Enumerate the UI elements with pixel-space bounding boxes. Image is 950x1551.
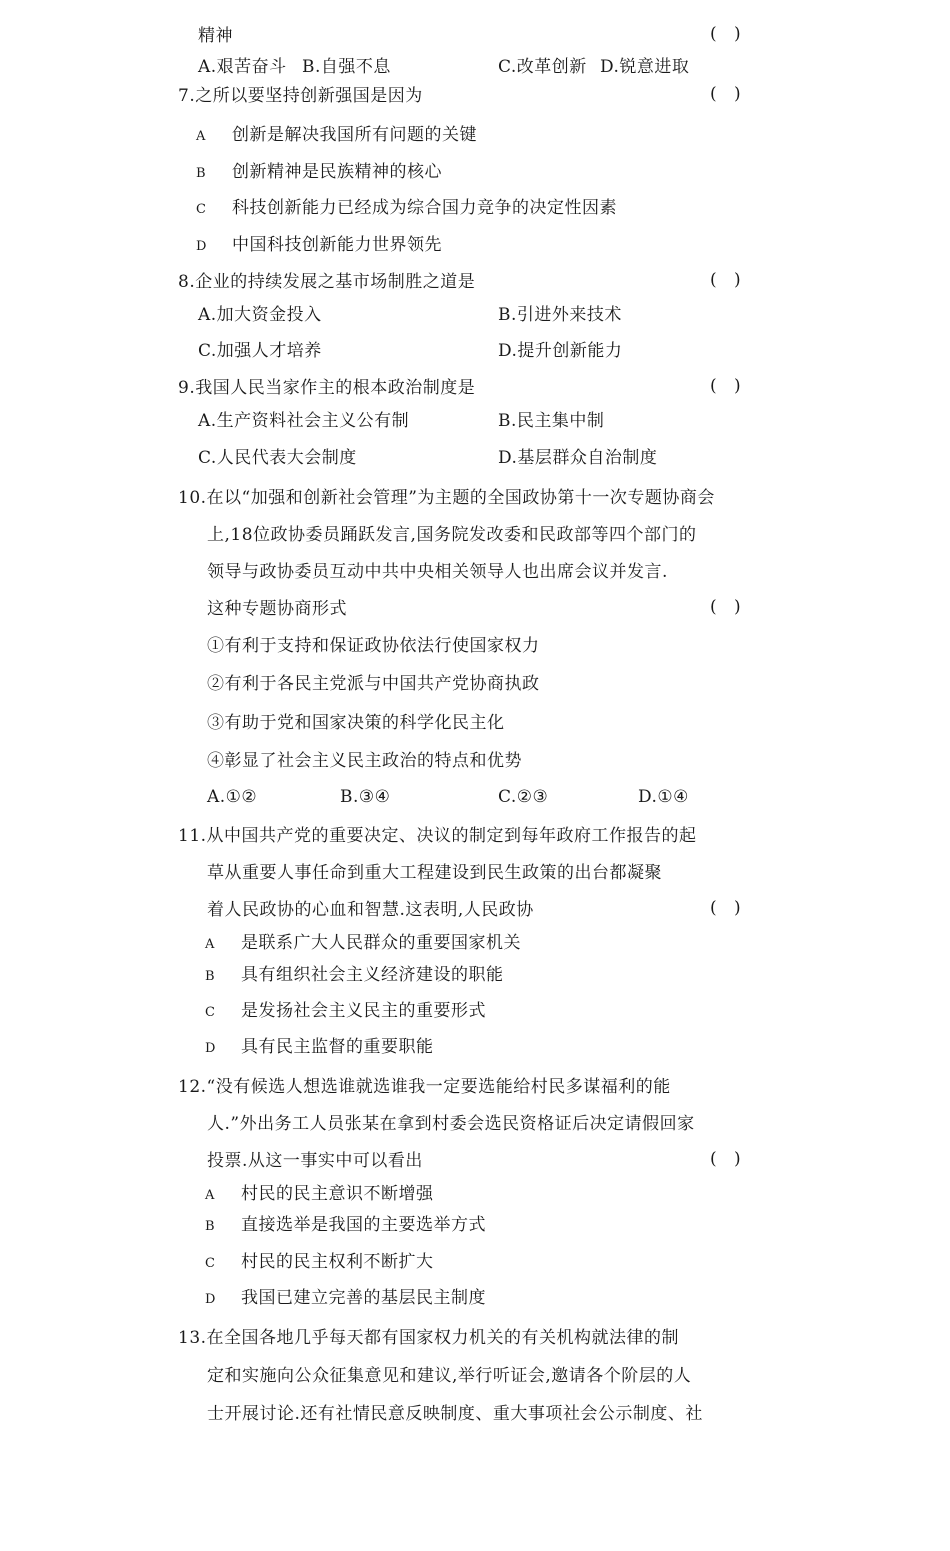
q9-option-d: D.基层群众自治制度 xyxy=(498,448,658,468)
q11-stem-line: 11.从中国共产党的重要决定、决议的制定到每年政府工作报告的起 xyxy=(178,826,697,846)
q12-option-b: B 直接选举是我国的主要选举方式 xyxy=(205,1215,486,1235)
q11-stem-line: 着人民政协的心血和智慧.这表明,人民政协 xyxy=(207,900,534,920)
q10-statement-4: ④彰显了社会主义民主政治的特点和优势 xyxy=(207,751,522,771)
q13-stem-line: 13.在全国各地几乎每天都有国家权力机关的有关机构就法律的制 xyxy=(178,1328,680,1348)
q12-stem-line: 投票.从这一事实中可以看出 xyxy=(207,1151,423,1171)
q6-answer-bracket: ( ) xyxy=(710,24,747,44)
q10-stem-line: 这种专题协商形式 xyxy=(207,599,347,619)
q10-option-a: A.①② xyxy=(207,787,258,807)
q13-stem-line: 士开展讨论.还有社情民意反映制度、重大事项社会公示制度、社 xyxy=(207,1404,703,1424)
q7-answer-bracket: ( ) xyxy=(710,84,747,104)
q12-option-d: D 我国已建立完善的基层民主制度 xyxy=(205,1288,486,1308)
q10-option-d: D.①④ xyxy=(638,787,689,807)
q7-option-b: B 创新精神是民族精神的核心 xyxy=(196,162,442,182)
q12-option-c: C 村民的民主权利不断扩大 xyxy=(205,1252,434,1272)
q9-option-a: A.生产资料社会主义公有制 xyxy=(198,411,410,431)
q12-option-a: A 村民的民主意识不断增强 xyxy=(205,1184,434,1204)
q10-statement-2: ②有利于各民主党派与中国共产党协商执政 xyxy=(207,674,540,694)
q10-stem-line: 10.在以“加强和创新社会管理”为主题的全国政协第十一次专题协商会 xyxy=(178,488,715,508)
q13-stem-line: 定和实施向公众征集意见和建议,举行听证会,邀请各个阶层的人 xyxy=(207,1366,692,1386)
q9-stem: 9.我国人民当家作主的根本政治制度是 xyxy=(178,378,476,398)
q11-option-a: A 是联系广大人民群众的重要国家机关 xyxy=(205,933,521,953)
q10-option-c: C.②③ xyxy=(498,787,549,807)
q10-statement-3: ③有助于党和国家决策的科学化民主化 xyxy=(207,713,505,733)
q6-stem-tail: 精神 xyxy=(198,26,233,46)
q10-answer-bracket: ( ) xyxy=(710,597,747,617)
q6-option-b: B.自强不息 xyxy=(302,57,391,77)
q9-answer-bracket: ( ) xyxy=(710,376,747,396)
q12-stem-line: 12.“没有候选人想选谁就选谁我一定要选能给村民多谋福利的能 xyxy=(178,1077,671,1097)
q7-option-d: D 中国科技创新能力世界领先 xyxy=(196,235,442,255)
q8-answer-bracket: ( ) xyxy=(710,270,747,290)
q8-option-d: D.提升创新能力 xyxy=(498,341,623,361)
q8-option-a: A.加大资金投入 xyxy=(198,305,322,325)
q11-stem-line: 草从重要人事任命到重大工程建设到民生政策的出台都凝聚 xyxy=(207,863,662,883)
q11-option-c: C 是发扬社会主义民主的重要形式 xyxy=(205,1001,486,1021)
q12-answer-bracket: ( ) xyxy=(710,1149,747,1169)
q10-option-b: B.③④ xyxy=(340,787,391,807)
q9-option-b: B.民主集中制 xyxy=(498,411,605,431)
q8-option-b: B.引进外来技术 xyxy=(498,305,622,325)
q11-answer-bracket: ( ) xyxy=(710,898,747,918)
q8-stem: 8.企业的持续发展之基市场制胜之道是 xyxy=(178,272,476,292)
q11-option-b: B 具有组织社会主义经济建设的职能 xyxy=(205,965,504,985)
q8-option-c: C.加强人才培养 xyxy=(198,341,322,361)
q7-option-a: A 创新是解决我国所有问题的关键 xyxy=(196,125,477,145)
q7-stem: 7.之所以要坚持创新强国是因为 xyxy=(178,86,423,106)
q6-option-c: C.改革创新 xyxy=(498,57,587,77)
q9-option-c: C.人民代表大会制度 xyxy=(198,448,357,468)
q10-stem-line: 上,18位政协委员踊跃发言,国务院发改委和民政部等四个部门的 xyxy=(207,525,697,545)
q10-statement-1: ①有利于支持和保证政协依法行使国家权力 xyxy=(207,636,540,656)
q12-stem-line: 人.”外出务工人员张某在拿到村委会选民资格证后决定请假回家 xyxy=(207,1114,695,1134)
q6-option-a: A.艰苦奋斗 xyxy=(198,57,287,77)
q11-option-d: D 具有民主监督的重要职能 xyxy=(205,1037,434,1057)
q7-option-c: C 科技创新能力已经成为综合国力竞争的决定性因素 xyxy=(196,198,617,218)
q6-option-d: D.锐意进取 xyxy=(600,57,690,77)
q10-stem-line: 领导与政协委员互动中共中央相关领导人也出席会议并发言. xyxy=(207,562,668,582)
